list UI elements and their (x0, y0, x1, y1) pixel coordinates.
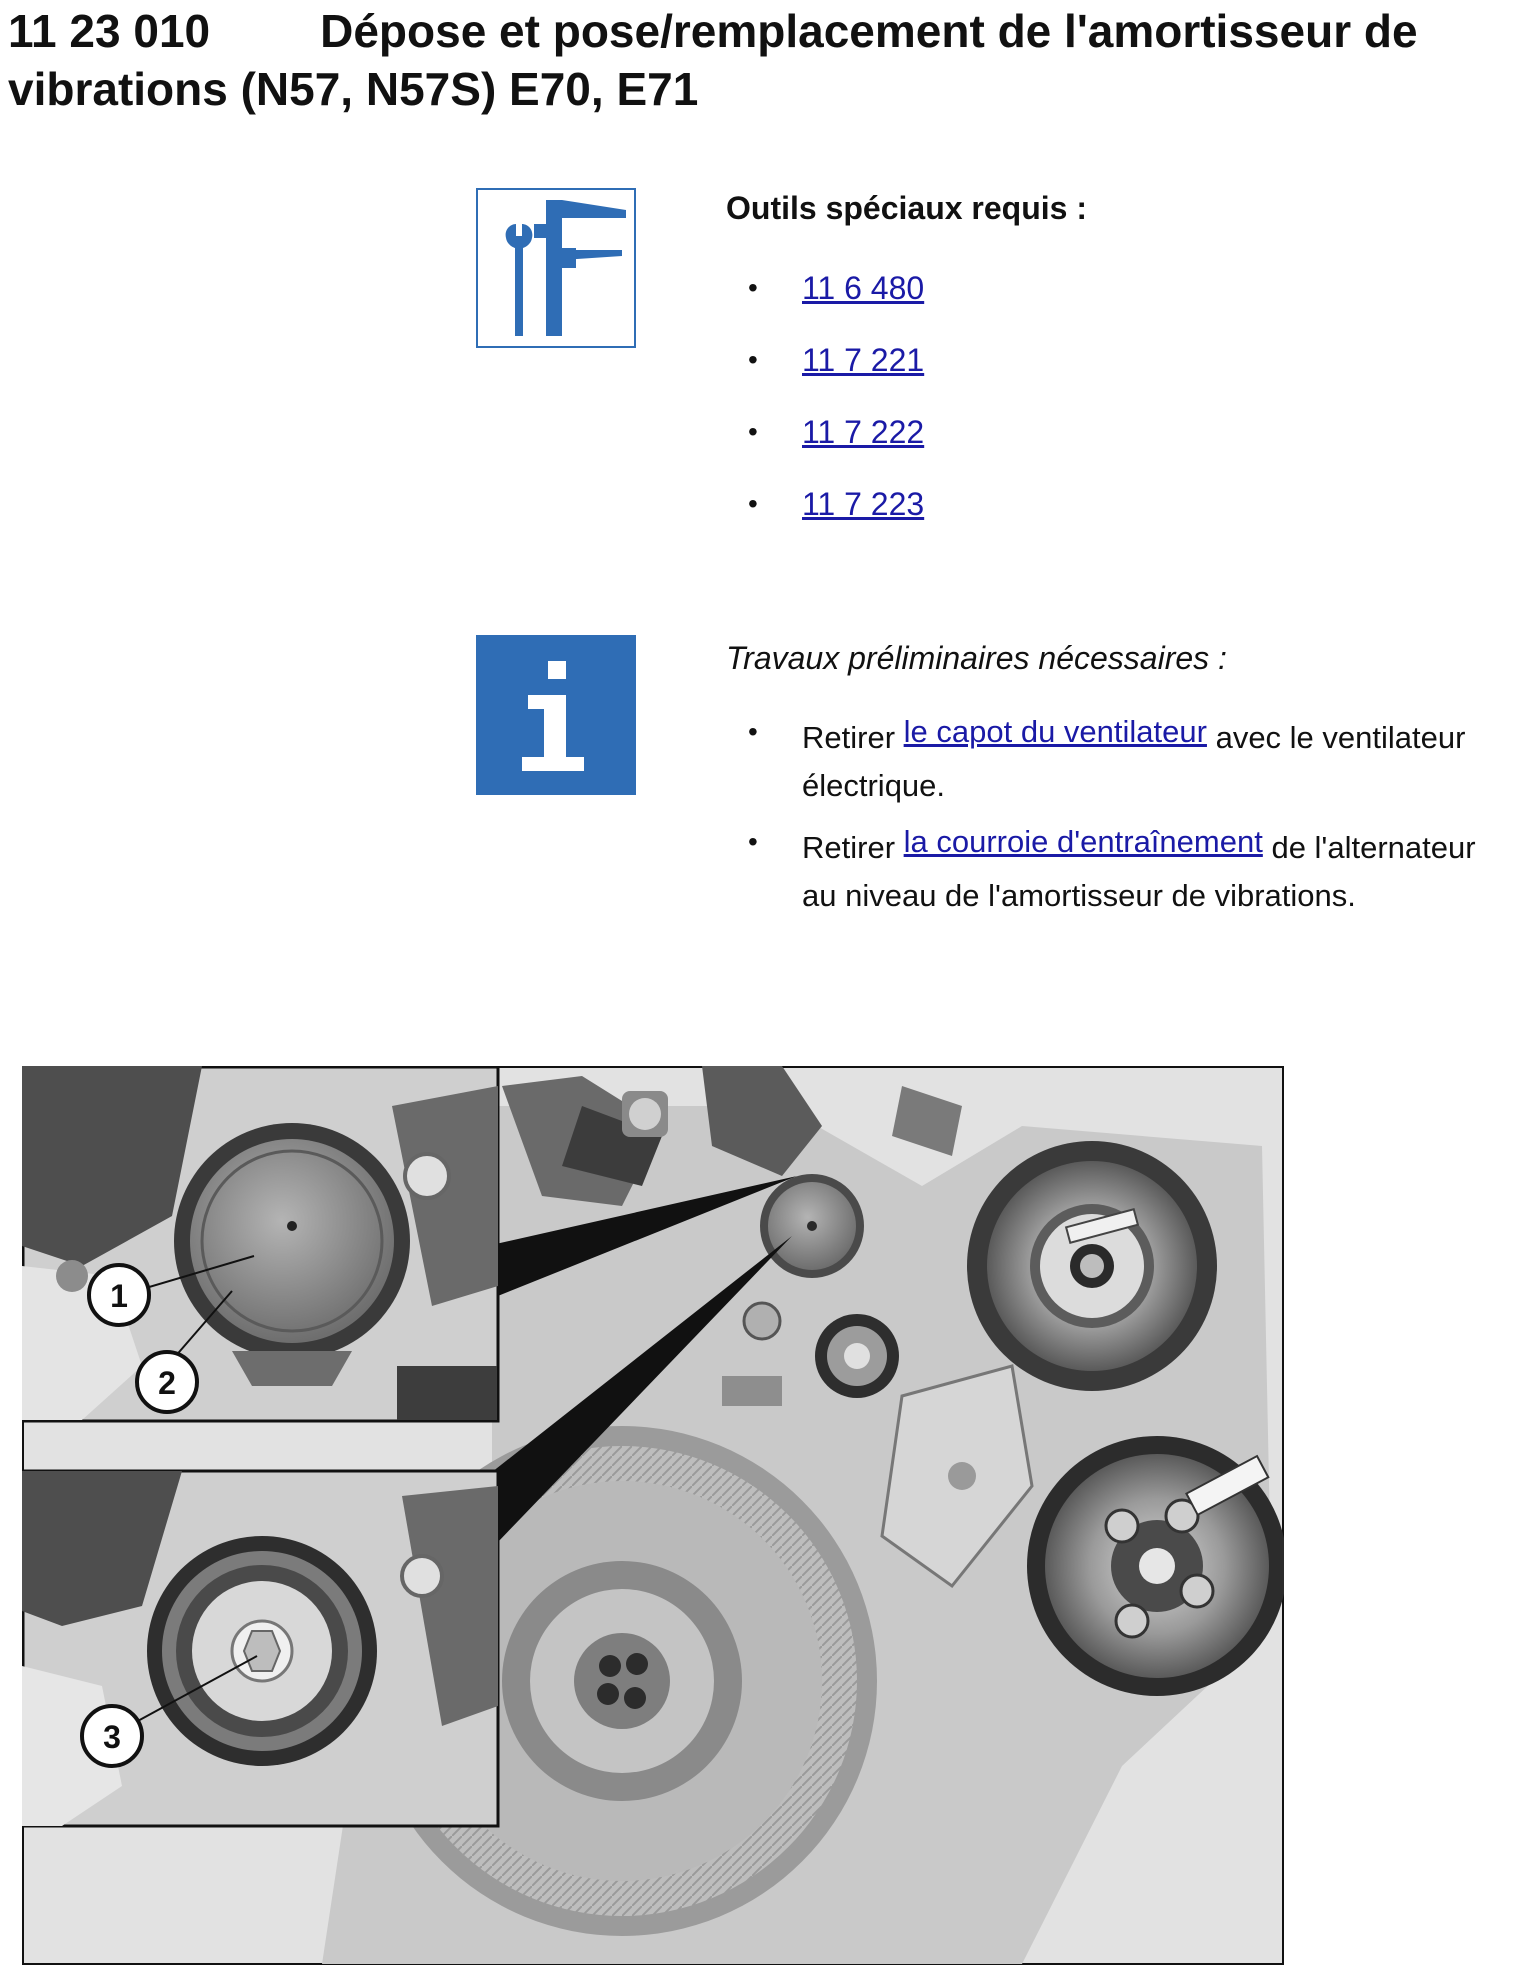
engine-illustration-svg (22, 1066, 1284, 1965)
inset-top (22, 1066, 498, 1421)
inset-bottom (22, 1471, 498, 1826)
page-title (8, 2, 1528, 118)
callout-3-label: 3 (103, 1719, 121, 1755)
preliminary-work-section (726, 638, 1516, 928)
bullet: • (748, 344, 758, 375)
tool-link[interactable]: 11 6 480 (802, 270, 925, 306)
step-text: avec le ventilateur électrique. (802, 720, 1466, 803)
step-text: de l'alternateur au niveau de l'amortisseur de vibrations. (802, 830, 1476, 913)
list-item (726, 324, 1516, 396)
list-item (726, 396, 1516, 468)
list-item (726, 468, 1516, 540)
callout-1-label: 1 (110, 1278, 128, 1314)
tool-link[interactable]: 11 7 223 (802, 486, 925, 522)
engine-illustration (22, 1066, 1284, 1965)
step-text: Retirer (802, 720, 896, 755)
document-code: 11 23 010 (8, 5, 211, 57)
bullet: • (748, 416, 758, 447)
drive-belt-link[interactable]: la courroie d'entraînement (903, 824, 1263, 859)
list-item (726, 818, 1516, 920)
list-item (726, 252, 1516, 324)
bullet: • (748, 826, 758, 857)
list-item (726, 708, 1516, 810)
document-title: Dépose et pose/remplacement de l'amortisseur de vibrations (N57, N57S) E70, E71 (8, 5, 1418, 115)
special-tools-section (726, 188, 1516, 540)
bullet: • (748, 716, 758, 747)
tool-link[interactable]: 11 7 221 (802, 342, 925, 378)
fan-cowl-link[interactable]: le capot du ventilateur (903, 714, 1207, 749)
special-tools-heading: Outils spéciaux requis : (726, 190, 1087, 226)
tool-link[interactable]: 11 7 222 (802, 414, 925, 450)
preliminary-work-heading: Travaux préliminaires nécessaires : (726, 640, 1227, 676)
callout-2-label: 2 (158, 1365, 176, 1401)
special-tools-list (726, 252, 1516, 540)
bullet: • (748, 488, 758, 519)
bullet: • (748, 272, 758, 303)
preliminary-work-list (726, 708, 1516, 920)
info-icon (476, 635, 636, 795)
tools-icon (476, 188, 636, 348)
step-text: Retirer (802, 830, 896, 865)
